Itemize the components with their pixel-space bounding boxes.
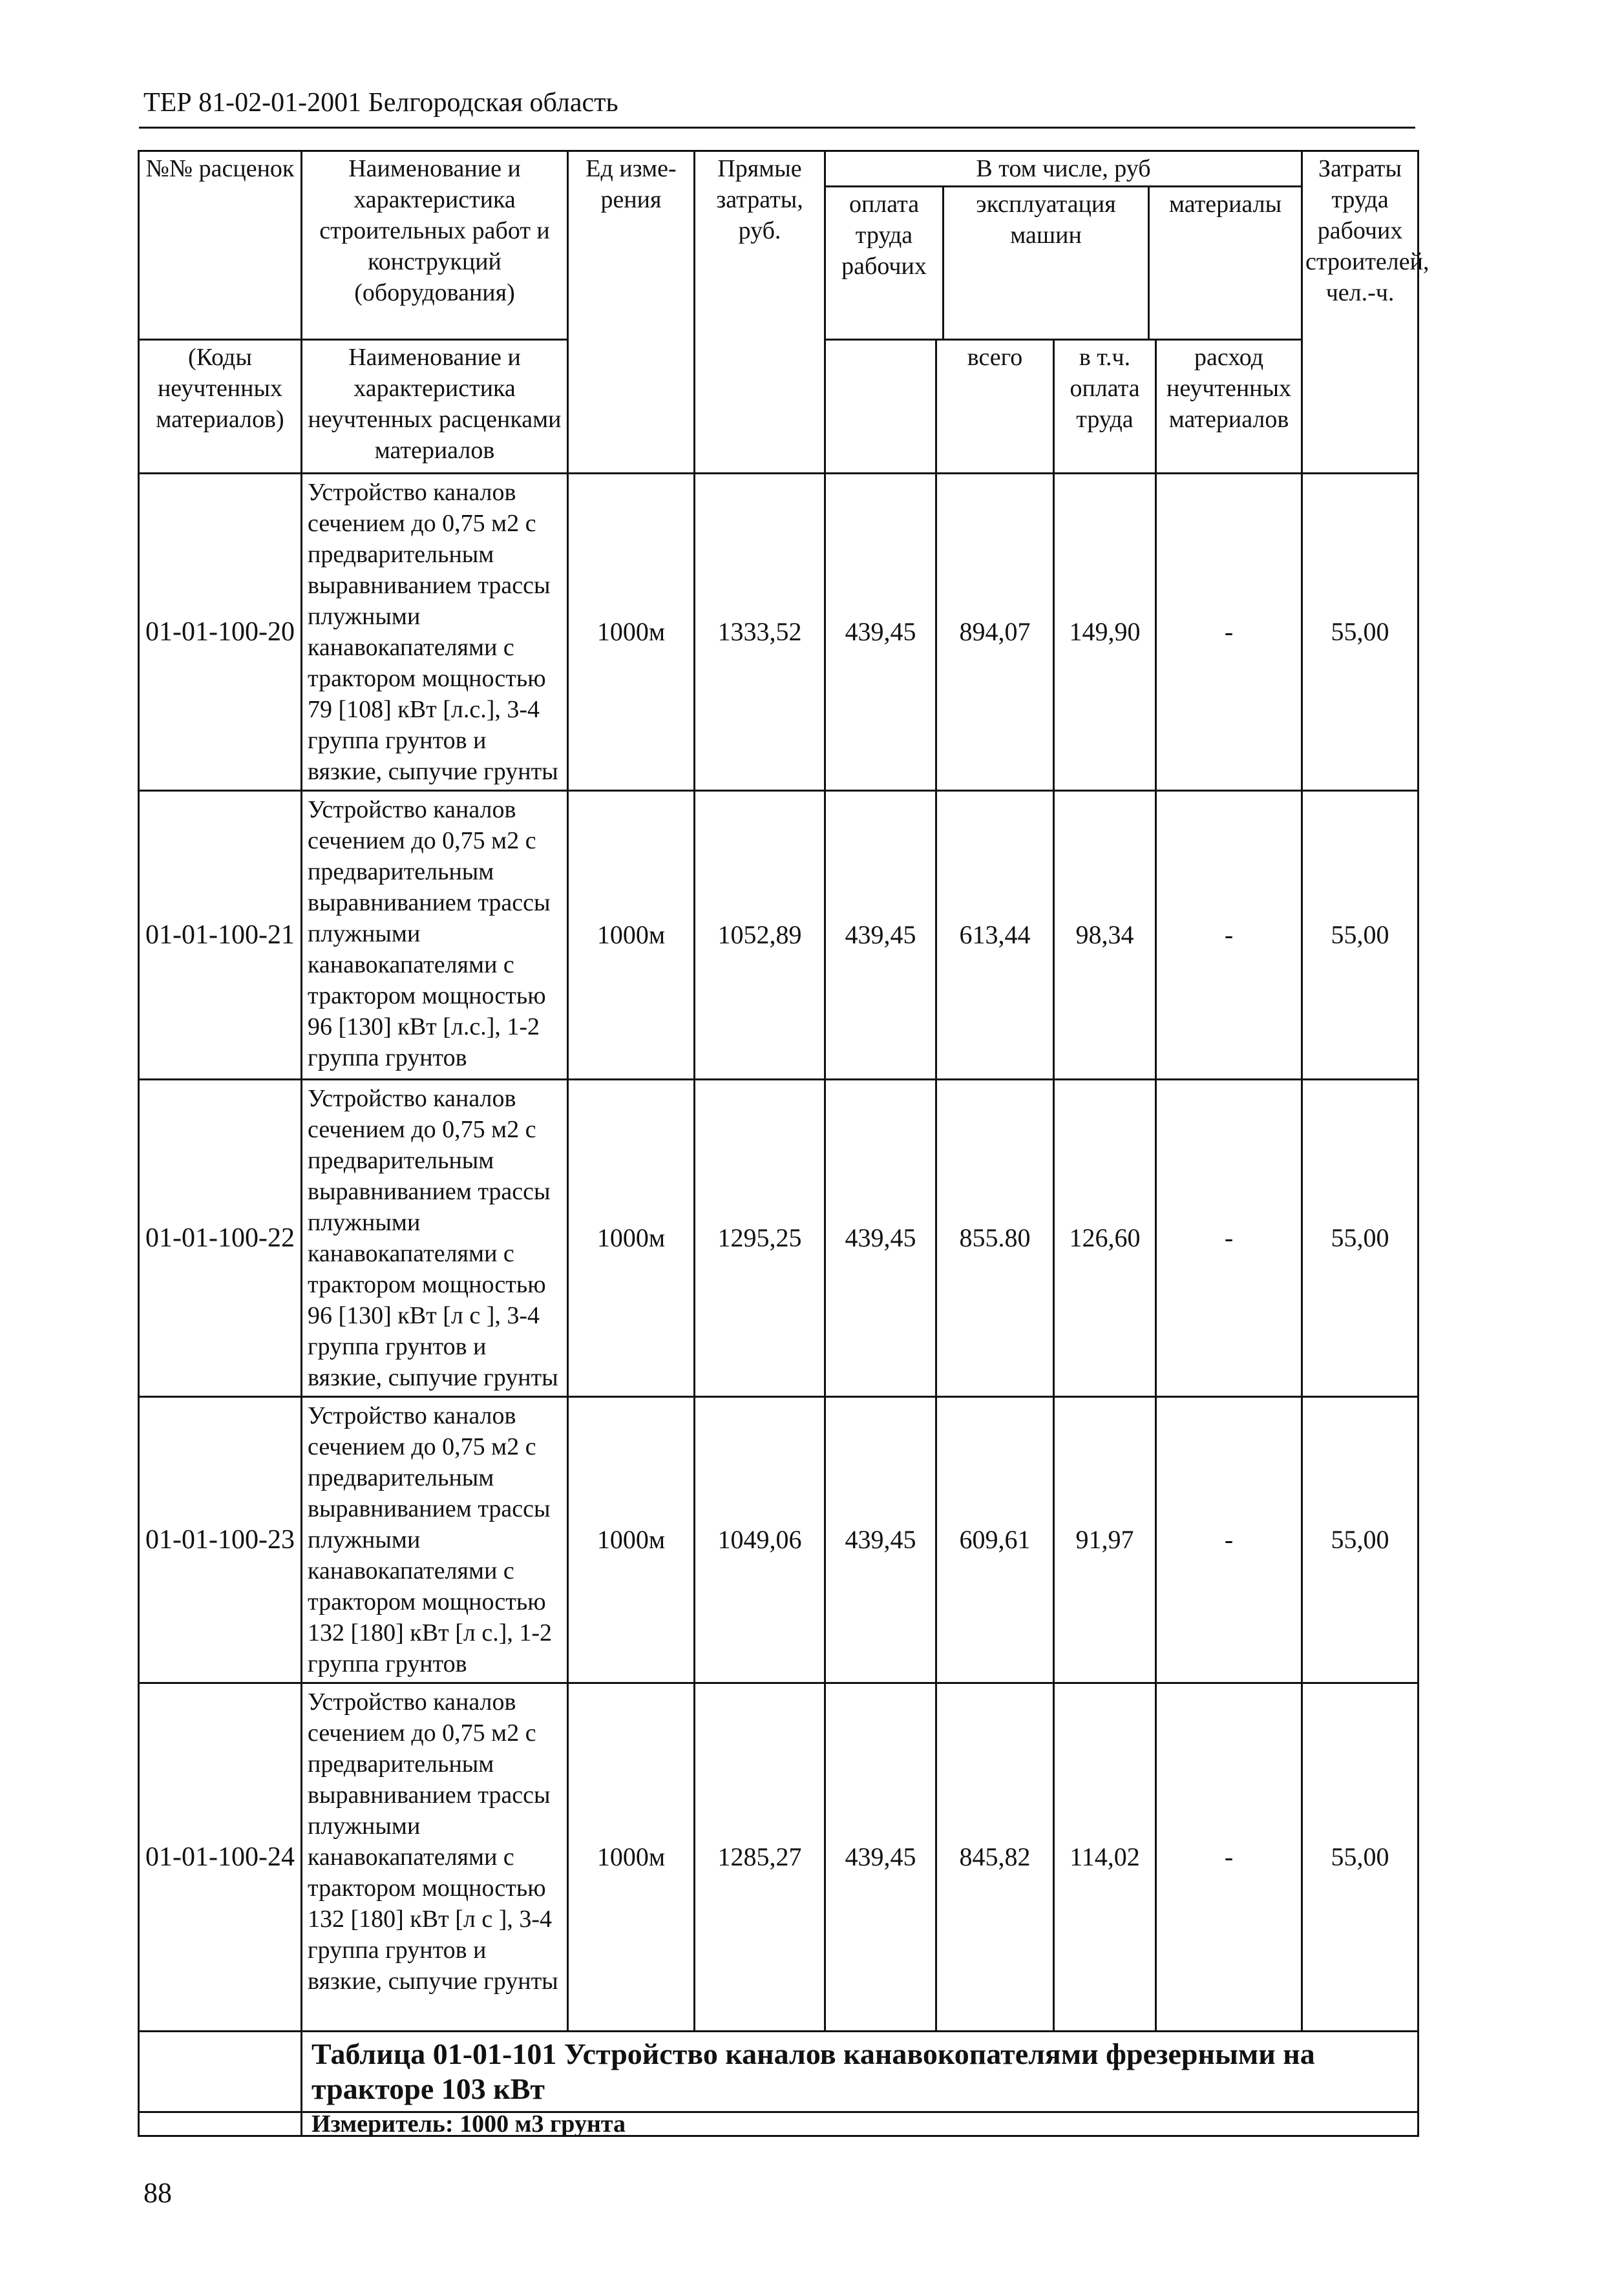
rate-code: 01-01-100-24 [139,1683,302,2032]
caption-spacer [139,2032,302,2112]
next-table-caption: Таблица 01-01-101 Устройство каналов канавокопателями фрезерными на тракторе 103 кВт [302,2032,1418,2112]
rate-machines-labor: 91,97 [1054,1397,1156,1683]
rate-direct-costs: 1049,06 [695,1397,825,1683]
rate-labor-pay: 439,45 [825,1683,936,2032]
table-row [139,1080,1418,1397]
table-row [139,1683,1418,2032]
rate-materials: - [1156,1397,1302,1683]
rate-machines-total: 845,82 [936,1683,1054,2032]
next-table-meter: Измеритель: 1000 м3 грунта [302,2112,1418,2136]
header-labor-hours-label: Затраты труда рабочих строителей, [1305,155,1429,275]
rate-machines-labor: 98,34 [1054,791,1156,1080]
rate-code: 01-01-100-21 [139,791,302,1080]
header-material-codes: (Коды неучтенных материалов) [139,340,302,474]
rate-materials: - [1156,1683,1302,2032]
rate-materials: - [1156,791,1302,1080]
rate-unit: 1000м [568,1397,695,1683]
rate-code: 01-01-100-23 [139,1397,302,1683]
header-row-1 [139,151,1418,340]
rate-machines-labor: 149,90 [1054,474,1156,791]
rate-unit: 1000м [568,474,695,791]
rate-labor-pay: 439,45 [825,1080,936,1397]
rate-materials: - [1156,474,1302,791]
header-materials-sub: расход неучтенных материалов [1156,340,1302,474]
rate-labor-hours: 55,00 [1302,1683,1418,2032]
rate-labor-hours: 55,00 [1302,791,1418,1080]
table-row [139,1397,1418,1683]
table-row [139,791,1418,1080]
rate-machines-total: 894,07 [936,474,1054,791]
rate-description: Устройство каналов сечением до 0,75 м2 с предварительным выравниванием трассы плужными канавокапателями с трактором мощностью 132 [180] кВт [л с ], 3-4 группа грунтов и вязкие, сыпучие грунты [302,1683,568,2032]
rate-description: Устройство каналов сечением до 0,75 м2 с предварительным выравниванием трассы плужными канавокапателями с трактором мощностью 132 [180] кВт [л с.], 1-2 группа грунтов [302,1397,568,1683]
header-machines-labor: в т.ч. оплата труда [1054,340,1156,474]
rate-machines-total: 613,44 [936,791,1054,1080]
rate-description: Устройство каналов сечением до 0,75 м2 с предварительным выравниванием трассы плужными канавокапателями с трактором мощностью 96 [130] кВт [л.с.], 1-2 группа грунтов [302,791,568,1080]
rate-labor-pay: 439,45 [825,474,936,791]
rate-unit: 1000м [568,1080,695,1397]
rate-labor-hours: 55,00 [1302,474,1418,791]
page-number: 88 [143,2177,172,2209]
next-table-caption-row [139,2032,1418,2112]
header-labor-hours [1302,151,1429,474]
rate-machines-labor: 114,02 [1054,1683,1156,2032]
header-labor-pay: оплата труда рабочих [826,187,944,339]
rate-direct-costs: 1333,52 [695,474,825,791]
table-row [139,474,1418,791]
header-labor-hours-unit: чел.-ч. [1325,279,1395,306]
rate-direct-costs: 1285,27 [695,1683,825,2032]
rate-labor-pay: 439,45 [825,1397,936,1683]
rate-code: 01-01-100-22 [139,1080,302,1397]
header-machines-total: всего [936,340,1054,474]
meter-spacer [139,2112,302,2136]
rate-direct-costs: 1052,89 [695,791,825,1080]
rate-unit: 1000м [568,1683,695,2032]
rate-direct-costs: 1295,25 [695,1080,825,1397]
document-header: ТЕР 81-02-01-2001 Белгородская область [143,88,618,118]
rate-description: Устройство каналов сечением до 0,75 м2 с предварительным выравниванием трассы плужными канавокапателями с трактором мощностью 96 [130] кВт [л с ], 3-4 группа грунтов и вязкие, сыпучие грунты [302,1080,568,1397]
rate-machines-total: 609,61 [936,1397,1054,1683]
rate-unit: 1000м [568,791,695,1080]
rate-labor-hours: 55,00 [1302,1397,1418,1683]
header-including: В том числе, руб [826,152,1301,187]
header-material-names: Наименование и характеристика неучтенных расценками материалов [302,340,568,474]
rates-table [138,150,1429,2138]
rate-description: Устройство каналов сечением до 0,75 м2 с предварительным выравниванием трассы плужными канавокапателями с трактором мощностью 79 [108] кВт [л.с.], 3-4 группа грунтов и вязкие, сыпучие грунты [302,474,568,791]
header-labor-pay-sub [825,340,936,474]
rate-labor-hours: 55,00 [1302,1080,1418,1397]
header-direct-costs: Прямые затраты, руб. [695,151,825,474]
header-machines: эксплуатация машин [944,187,1149,339]
rate-code: 01-01-100-20 [139,474,302,791]
header-rule [139,127,1415,129]
rate-materials: - [1156,1080,1302,1397]
header-unit: Ед изме-рения [568,151,695,474]
header-materials: материалы [1168,191,1282,218]
rate-machines-labor: 126,60 [1054,1080,1156,1397]
next-table-meter-row [139,2112,1418,2136]
header-code: №№ расценок [139,151,302,340]
rate-machines-total: 855.80 [936,1080,1054,1397]
header-including-group [825,151,1302,340]
header-name: Наименование и характеристика строительных работ и конструкций (оборудования) [302,151,568,340]
rate-labor-pay: 439,45 [825,791,936,1080]
